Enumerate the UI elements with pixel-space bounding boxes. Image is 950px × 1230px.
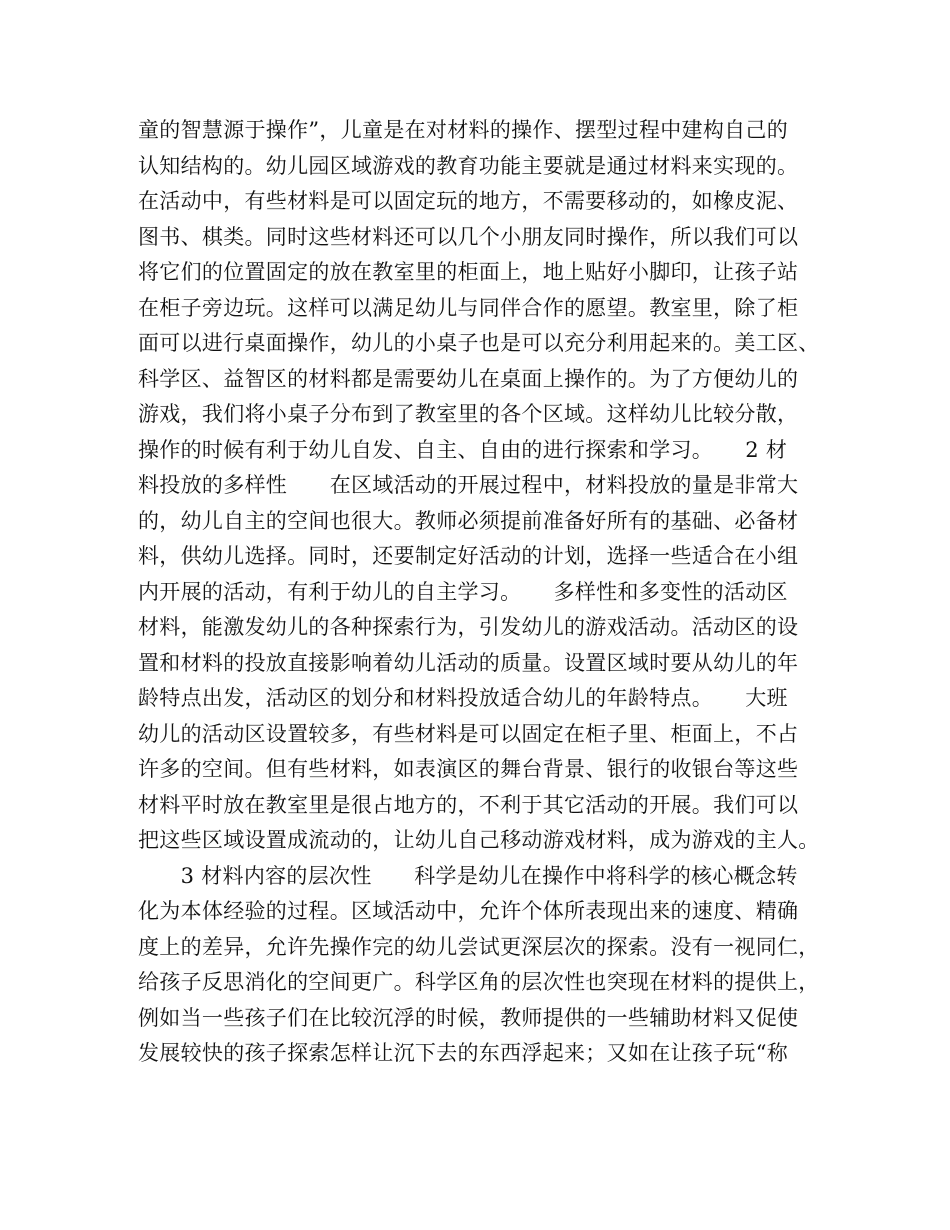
text-line: 在柜子旁边玩。这样可以满足幼儿与同伴合作的愿望。教室里，除了柜 [138,295,799,320]
text-line: 内开展的活动，有利于幼儿的自主学习。 多样性和多变性的活动区 [138,579,788,604]
text-line: 在活动中，有些材料是可以固定玩的地方，不需要移动的，如橡皮泥、 [138,189,799,213]
text-line: 度上的差异，允许先操作完的幼儿尝试更深层次的探索。没有一视同仁， [138,934,820,959]
body-text [138,113,828,1072]
text-line: 操作的时候有利于幼儿自发、自主、自由的进行探索和学习。 2 材 [138,437,788,462]
text-line: 许多的空间。但有些材料，如表演区的舞台背景、银行的收银台等这些 [138,757,799,781]
text-line: 料，供幼儿选择。同时，还要制定好活动的计划，选择一些适合在小组 [138,544,799,568]
text-line: 的，幼儿自主的空间也很大。教师必须提前准备好所有的基础、必备材 [138,508,799,533]
text-line: 幼儿的活动区设置较多，有些材料是可以固定在柜子里、柜面上，不占 [138,721,799,746]
text-line: 把这些区域设置成流动的，让幼儿自己移动游戏材料，成为游戏的主人。 [138,828,820,852]
text-line: 龄特点出发，活动区的划分和材料投放适合幼儿的年龄特点。 大班 [138,686,788,710]
text-line: 游戏，我们将小桌子分布到了教室里的各个区域。这样幼儿比较分散， [138,402,799,426]
text-line: 认知结构的。幼儿园区域游戏的教育功能主要就是通过材料来实现的。 [138,153,799,178]
text-line: 材料，能激发幼儿的各种探索行为，引发幼儿的游戏活动。活动区的设 [138,615,799,639]
text-line: 童的智慧源于操作”，儿童是在对材料的操作、摆型过程中建构自己的 [138,118,789,142]
text-line: 例如当一些孩子们在比较沉浮的时候，教师提供的一些辅助材料又促使 [138,1005,799,1030]
text-line: 科学区、益智区的材料都是需要幼儿在桌面上操作的。为了方便幼儿的 [138,366,799,391]
text-line: 3 材料内容的层次性 科学是幼儿在操作中将科学的核心概念转 [138,863,798,888]
text-line: 发展较快的孩子探索怎样让沉下去的东西浮起来；又如在让孩子玩“称 [138,1041,789,1065]
text-line: 料投放的多样性 在区域活动的开展过程中，材料投放的量是非常大 [138,473,799,497]
text-line: 材料平时放在教室里是很占地方的，不利于其它活动的开展。我们可以 [138,792,799,817]
text-line: 图书、棋类。同时这些材料还可以几个小朋友同时操作，所以我们可以 [138,224,799,249]
text-line: 化为本体经验的过程。区域活动中，允许个体所表现出来的速度、精确 [138,899,799,923]
text-line: 面可以进行桌面操作，幼儿的小桌子也是可以充分利用起来的。美工区、 [138,331,820,355]
text-line: 将它们的位置固定的放在教室里的柜面上，地上贴好小脚印，让孩子站 [138,260,799,284]
text-line: 给孩子反思消化的空间更广。科学区角的层次性也突现在材料的提供上， [138,970,820,994]
text-line: 置和材料的投放直接影响着幼儿活动的质量。设置区域时要从幼儿的年 [138,650,799,675]
